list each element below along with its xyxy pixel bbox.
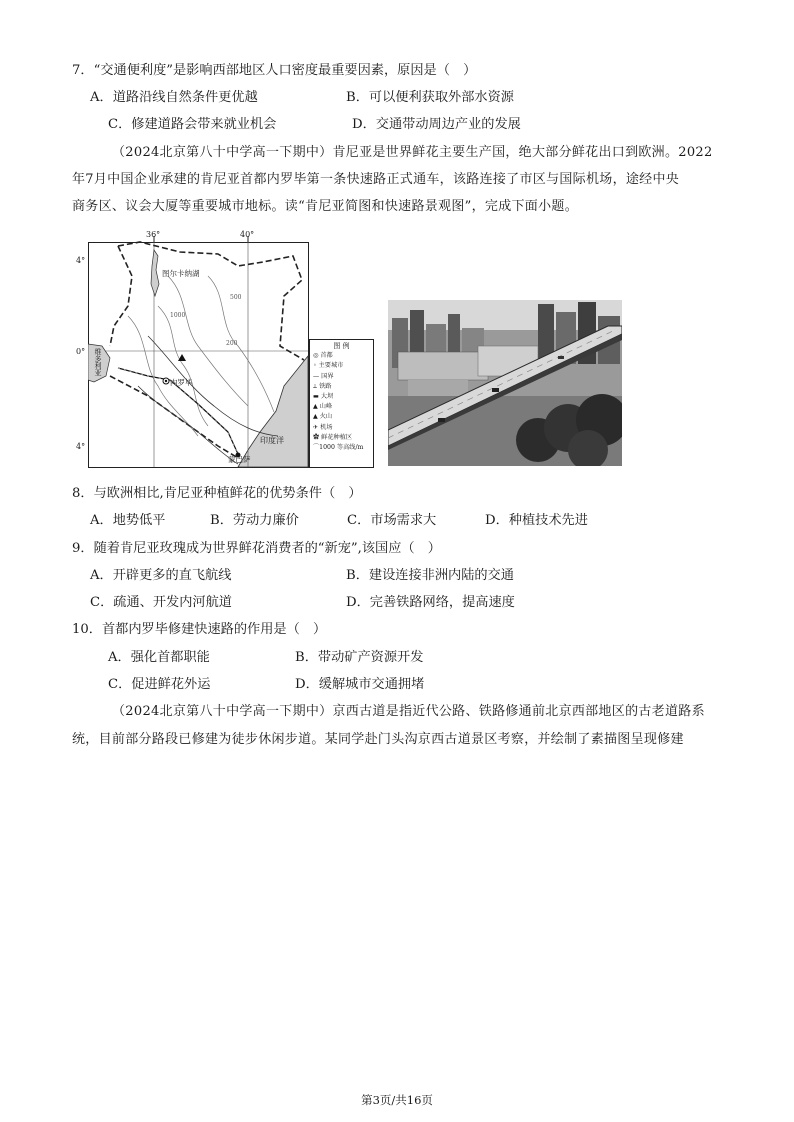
expressway-photo: [388, 300, 622, 466]
legend-item: — 国界: [313, 372, 334, 380]
page-number: 第3页/共16页: [361, 1093, 433, 1107]
lat-0: 0°: [76, 347, 86, 356]
q8-option-a[interactable]: A．地势低平: [90, 513, 166, 528]
legend-title: 图 例: [333, 342, 350, 350]
legend-item: ◎ 首都: [313, 352, 333, 360]
legend-item: ▲ 火山: [313, 413, 333, 421]
q10-option-b[interactable]: B．带动矿产资源开发: [295, 650, 424, 665]
mombasa-label: 蒙巴萨: [228, 455, 251, 464]
q7-option-d[interactable]: D．交通带动周边产业的发展: [352, 117, 521, 132]
legend-item: ◦ 主要城市: [313, 362, 344, 370]
q7-option-c[interactable]: C．修建道路会带来就业机会: [108, 117, 277, 132]
q10-option-c[interactable]: C．促进鲜花外运: [108, 677, 211, 692]
indian-ocean-label: 印度洋: [260, 436, 284, 445]
contour-label-200: 200: [226, 340, 238, 347]
lon-40: 40°: [240, 230, 255, 239]
q8-option-d[interactable]: D．种植技术先进: [485, 513, 588, 528]
q8-stem: 8．与欧洲相比,肯尼亚种植鲜花的优势条件（ ）: [72, 486, 362, 501]
legend-item: ▬ 大坝: [313, 393, 334, 401]
contour-label-1000: 1000: [170, 312, 186, 319]
map-legend: [309, 339, 374, 468]
q10-option-d[interactable]: D．缓解城市交通拥堵: [295, 677, 425, 692]
legend-item: ✿ 鲜花种植区: [313, 433, 353, 441]
legend-item: ✈ 机场: [313, 423, 333, 431]
nairobi-label: 内罗毕: [170, 378, 193, 387]
legend-item: ▲ 山峰: [313, 403, 333, 411]
q8-option-c[interactable]: C．市场需求大: [347, 513, 437, 528]
contour-label-500: 500: [230, 294, 242, 301]
q10-stem: 10．首都内罗毕修建快速路的作用是（ ）: [72, 622, 327, 637]
q9-option-c[interactable]: C．疏通、开发内河航道: [90, 595, 232, 610]
legend-item: ⌒1000 等高线/m: [313, 444, 364, 452]
q7-stem: 7．“交通便利度”是影响西部地区人口密度最重要因素，原因是（ ）: [72, 63, 477, 78]
q10-option-a[interactable]: A．强化首都职能: [108, 650, 210, 665]
passage1-line3: 商务区、议会大厦等重要城市地标。读“肯尼亚简图和快速路景观图”，完成下面小题。: [72, 199, 578, 214]
lon-36: 36°: [146, 230, 161, 239]
passage1-line2: 年7月中国企业承建的肯尼亚首都内罗毕第一条快速路正式通车，该路连接了市区与国际机场，途经中央: [72, 172, 680, 187]
lat-4n: 4°: [76, 256, 86, 265]
passage2-line2: 统，目前部分路段已修建为徒步休闲步道。某同学赴门头沟京西古道景区考察，并绘制了素描图呈现修建: [72, 732, 684, 747]
q7-option-b[interactable]: B．可以便利获取外部水资源: [346, 90, 514, 105]
q7-option-a[interactable]: A．道路沿线自然条件更优越: [90, 90, 258, 105]
q8-option-b[interactable]: B．劳动力廉价: [210, 513, 299, 528]
lake-victoria-label: 维多利亚: [94, 348, 102, 376]
q9-option-d[interactable]: D．完善铁路网络，提高速度: [346, 595, 515, 610]
passage2-line1: （2024北京第八十中学高一下期中）京西古道是指近代公路、铁路修通前北京西部地区的古老道路系: [112, 704, 705, 719]
legend-item: ⟂ 铁路: [313, 382, 332, 390]
q9-stem: 9．随着肯尼亚玫瑰成为世界鲜花消费者的“新宠”,该国应（ ）: [72, 541, 441, 556]
lake-turkana-label: 图尔卡纳湖: [162, 269, 200, 278]
q9-option-a[interactable]: A．开辟更多的直飞航线: [90, 568, 232, 583]
expressway-photo-drawing: [388, 300, 622, 466]
passage1-line1: （2024北京第八十中学高一下期中）肯尼亚是世界鲜花主要生产国，绝大部分鲜花出口到欧洲。2022: [112, 145, 713, 160]
q9-option-b[interactable]: B．建设连接非洲内陆的交通: [346, 568, 514, 583]
lat-4s: 4°: [76, 442, 86, 451]
